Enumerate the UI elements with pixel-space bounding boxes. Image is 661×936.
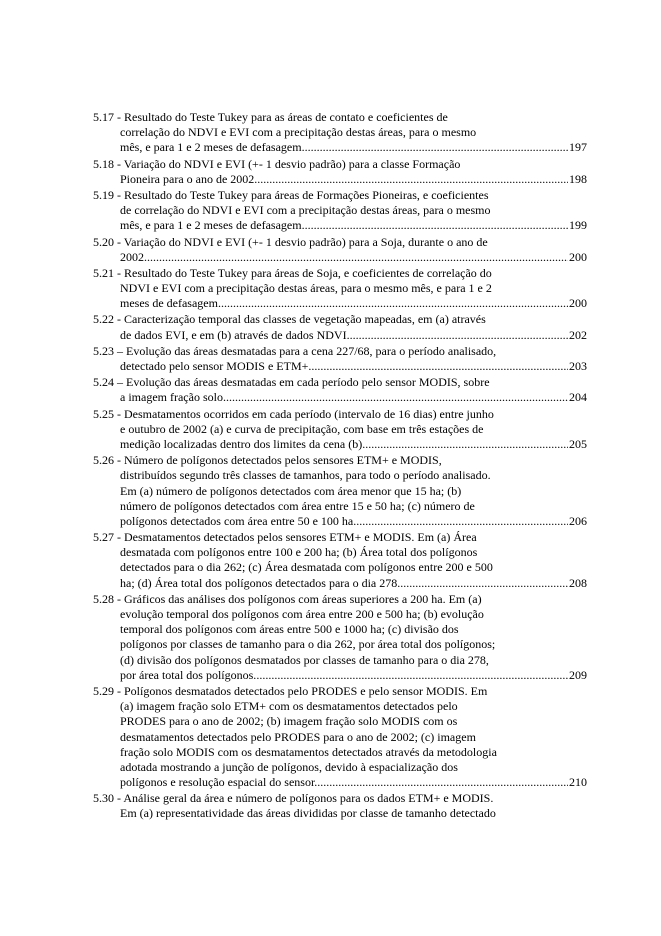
entry-line: temporal dos polígonos com áreas entre 500 e 1000 ha; (c) divisão dos	[120, 622, 459, 637]
page-number[interactable]: 197	[569, 140, 587, 155]
entry-line: evolução temporal dos polígonos com área entre 200 e 500 ha; (b) evolução	[120, 607, 484, 621]
entry-text: mês, e para 1 e 2 meses de defasagem.	[120, 218, 305, 233]
dot-leader	[317, 775, 568, 790]
entry-line: desmatamentos detectados pelo PRODES para o ano de 2002; (c) imagem	[120, 729, 476, 744]
entry-last-line	[93, 390, 587, 405]
page-number[interactable]: 206	[569, 513, 587, 528]
list-entry	[93, 791, 587, 821]
entry-line: 5.19 - Resultado do Teste Tukey para áreas de Formações Pioneiras, e coeficientes	[93, 187, 489, 202]
dot-leader	[147, 250, 568, 265]
page-number[interactable]: 202	[569, 327, 587, 342]
entry-line: 5.22 - Caracterização temporal das classes de vegetação mapeadas, em (a) através	[93, 312, 486, 327]
entry-line: (a) imagem fração solo ETM+ com os desmatamentos detectados pelo	[120, 699, 458, 714]
list-entry	[93, 188, 587, 234]
list-entry	[93, 407, 587, 453]
list-entry	[93, 592, 587, 683]
entry-last-line	[93, 359, 587, 374]
entry-line: adotada mostrando a junção de polígonos, devido à espacialização dos	[120, 759, 458, 774]
entry-last-line	[93, 250, 587, 265]
entry-last-line	[93, 437, 587, 452]
list-entry	[93, 530, 587, 591]
entry-line: 5.18 - Variação do NDVI e EVI (+- 1 desvio padrão) para a classe Formação	[93, 156, 461, 171]
entry-text: mês, e para 1 e 2 meses de defasagem.	[120, 140, 305, 155]
list-entry	[93, 684, 587, 790]
entry-line: 5.17 - Resultado do Teste Tukey para as áreas de contato e coeficientes de	[93, 110, 448, 124]
dot-leader	[356, 514, 568, 529]
entry-last-line	[93, 775, 587, 790]
dot-leader	[311, 359, 568, 374]
entry-line: 5.25 - Desmatamentos ocorridos em cada período (intervalo de 16 dias) entre junho	[93, 406, 494, 421]
entry-text: Pioneira para o ano de 2002.	[120, 171, 258, 186]
list-entry	[93, 344, 587, 374]
page-number[interactable]: 198	[569, 171, 587, 186]
dot-leader	[350, 328, 568, 343]
figure-list	[93, 110, 587, 823]
entry-line: de correlação do NDVI e EVI com a precipitação destas áreas, para o mesmo	[120, 203, 491, 218]
entry-last-line	[93, 296, 587, 311]
entry-line: 5.30 - Análise geral da área e número de polígonos para os dados ETM+ e MODIS.	[93, 791, 494, 806]
list-entry	[93, 453, 587, 529]
entry-text: polígonos detectados com área entre 50 e 100 ha.	[120, 513, 357, 528]
dot-leader	[400, 576, 568, 591]
entry-line: 5.21 - Resultado do Teste Tukey para áreas de Soja, e coeficientes de correlação do	[93, 265, 492, 280]
entry-text: polígonos e resolução espacial do sensor.	[120, 775, 318, 790]
entry-text: a imagem fração solo.	[120, 390, 226, 405]
entry-line: e outubro de 2002 (a) e curva de precipitação, com base em três estações de	[120, 421, 484, 436]
entry-text: meses de defasagem.	[120, 296, 221, 311]
entry-line: PRODES para o ano de 2002; (b) imagem fração solo MODIS com os	[120, 714, 458, 729]
entry-last-line	[93, 514, 587, 529]
dot-leader	[365, 437, 568, 452]
page-number[interactable]: 203	[569, 359, 587, 373]
entry-last-line	[93, 328, 587, 343]
entry-line: 5.20 - Variação do NDVI e EVI (+- 1 desvio padrão) para a Soja, durante o ano de	[93, 234, 488, 249]
entry-line: (d) divisão dos polígonos desmatados por classes de tamanho para o dia 278,	[120, 652, 489, 667]
page-number[interactable]: 199	[569, 218, 587, 233]
list-entry	[93, 266, 587, 312]
entry-last-line	[93, 576, 587, 591]
list-entry	[93, 312, 587, 342]
page-number[interactable]: 209	[569, 667, 587, 682]
entry-line: NDVI e EVI com a precipitação destas áreas, para o mesmo mês, e para 1 e 2	[120, 281, 492, 296]
page-number[interactable]: 200	[569, 249, 587, 264]
entry-line: correlação do NDVI e EVI com a precipitação destas áreas, para o mesmo	[120, 125, 477, 140]
dot-leader	[256, 668, 568, 683]
list-entry	[93, 235, 587, 265]
dot-leader	[221, 296, 568, 311]
entry-text: por área total dos polígonos.	[120, 667, 257, 682]
page-number[interactable]: 205	[569, 436, 587, 451]
entry-text: 2002.	[120, 249, 147, 264]
entry-text: detectado pelo sensor MODIS e ETM+.	[120, 359, 312, 373]
entry-line: 5.26 - Número de polígonos detectados pelos sensores ETM+ e MODIS,	[93, 453, 442, 468]
entry-line: desmatada com polígonos entre 100 e 200 ha; (b) Área total dos polígonos	[120, 545, 478, 560]
page-number[interactable]: 200	[569, 296, 587, 311]
dot-leader	[257, 172, 568, 187]
entry-line: 5.24 – Evolução das áreas desmatadas em cada período pelo sensor MODIS, sobre	[93, 375, 490, 390]
entry-last-line	[93, 668, 587, 683]
entry-text: medição localizadas dentro dos limites da cena (b).	[120, 436, 366, 451]
entry-line: detectados para o dia 262; (c) Área desmatada com polígonos entre 200 e 500	[120, 560, 493, 575]
entry-line: 5.27 - Desmatamentos detectados pelos sensores ETM+ e MODIS. Em (a) Área	[93, 530, 477, 545]
entry-line: distribuídos segundo três classes de tamanhos, para todo o período analisado.	[120, 468, 491, 483]
list-entry	[93, 157, 587, 187]
list-entry	[93, 110, 587, 156]
dot-leader	[226, 390, 568, 405]
entry-last-line	[93, 218, 587, 233]
dot-leader	[305, 218, 568, 233]
page-number[interactable]: 210	[569, 775, 587, 790]
entry-text: de dados EVI, e em (b) através de dados NDVI.	[120, 327, 350, 342]
entry-text: ha; (d) Área total dos polígonos detectados para o dia 278.	[120, 575, 401, 590]
list-entry	[93, 375, 587, 405]
entry-last-line	[93, 140, 587, 155]
entry-line: 5.29 - Polígonos desmatados detectados pelo PRODES e pelo sensor MODIS. Em	[93, 683, 488, 698]
page-number[interactable]: 204	[569, 390, 587, 405]
entry-last-line	[93, 172, 587, 187]
entry-line: 5.28 - Gráficos das análises dos polígonos com áreas superiores a 200 ha. Em (a)	[93, 591, 482, 606]
entry-line: polígonos por classes de tamanho para o dia 262, por área total dos polígonos;	[120, 637, 496, 652]
dot-leader	[305, 140, 568, 155]
entry-line: fração solo MODIS com os desmatamentos detectados através da metodologia	[120, 744, 497, 759]
page-number[interactable]: 208	[569, 575, 587, 590]
entry-text: Em (a) representatividade das áreas divididas por classe de tamanho detectado	[120, 806, 496, 821]
entry-line: número de polígonos detectados com área entre 15 e 50 ha; (c) número de	[120, 498, 475, 513]
entry-last-line	[93, 806, 587, 821]
entry-line: 5.23 – Evolução das áreas desmatadas para a cena 227/68, para o período analisado,	[93, 343, 497, 358]
entry-line: Em (a) número de polígonos detectados com área menor que 15 ha; (b)	[120, 483, 462, 498]
